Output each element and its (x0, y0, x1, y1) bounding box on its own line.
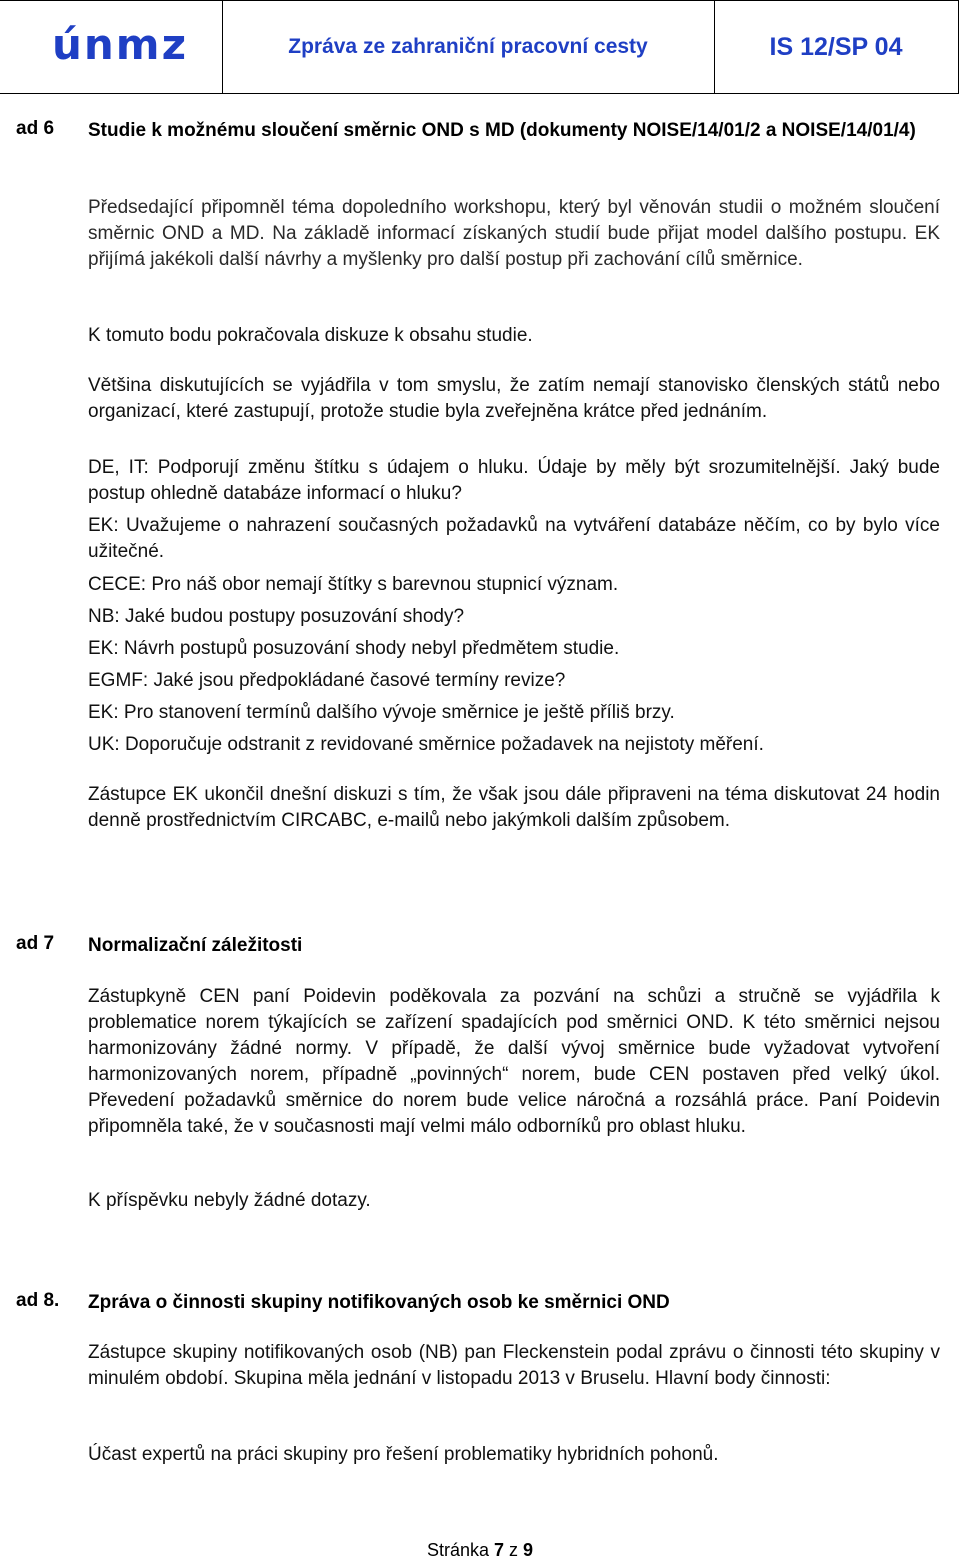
paragraph: Většina diskutujících se vyjádřila v tom smyslu, že zatím nemají stanovisko členských států nebo organizací, které zastupují, protože studie byla zveřejněna krátce před jednáním. (88, 375, 940, 422)
document-id: IS 12/SP 04 (769, 33, 903, 61)
section-number: ad 6 (16, 118, 55, 139)
section-number: ad 7 (16, 933, 55, 954)
section-title: Studie k možnému sloučení směrnic OND s MD (dokumenty NOISE/14/01/2 a NOISE/14/01/4) (88, 120, 916, 141)
page-total: 9 (523, 1540, 534, 1560)
page-header (0, 0, 959, 94)
paragraph: EK: Pro stanovení termínů dalšího vývoje směrnice je ještě příliš brzy. (88, 702, 675, 723)
report-title: Zpráva ze zahraniční pracovní cesty (288, 35, 648, 58)
paragraph: EK: Uvažujeme o nahrazení současných požadavků na vytváření databáze něčím, co by bylo více užitečné. (88, 515, 940, 562)
paragraph: EK: Návrh postupů posuzování shody nebyl předmětem studie. (88, 638, 620, 659)
page-of: z (509, 1540, 519, 1560)
section-title: Normalizační záležitosti (88, 935, 303, 956)
paragraph: K příspěvku nebyly žádné dotazy. (88, 1190, 371, 1211)
paragraph: Předsedající připomněl téma dopoledního workshopu, který byl věnován studii o možném sloučení směrnic OND a MD. Na základě informací získaných studií bude přijat model dalšího postupu. EK přijímá jakékoli další návrhy a myšlenky pro další postup při zachování cílů směrnice. (88, 197, 940, 270)
section-title: Zpráva o činnosti skupiny notifikovaných osob ke směrnici OND (88, 1292, 670, 1313)
paragraph: NB: Jaké budou postupy posuzování shody? (88, 606, 465, 627)
page-footer (0, 1540, 960, 1561)
paragraph: CECE: Pro náš obor nemají štítky s barevnou stupnicí význam. (88, 574, 619, 595)
logo-text: únmz (52, 20, 189, 69)
paragraph: K tomuto bodu pokračovala diskuze k obsahu studie. (88, 325, 533, 346)
paragraph: DE, IT: Podporují změnu štítku s údajem o hluku. Údaje by měly být srozumitelnější. Jaký bude postup ohledně databáze informací o hluku? (88, 457, 940, 504)
paragraph: Zástupce skupiny notifikovaných osob (NB) pan Fleckenstein podal zprávu o činnosti této skupiny v minulém období. Skupina měla jednání v listopadu 2013 v Bruselu. Hlavní body činnosti: (88, 1342, 940, 1389)
paragraph: UK: Doporučuje odstranit z revidované směrnice požadavek na nejistoty měření. (88, 734, 764, 755)
paragraph: Účast expertů na práci skupiny pro řešení problematiky hybridních pohonů. (88, 1444, 719, 1465)
page-current: 7 (494, 1540, 505, 1560)
unmz-logo (52, 19, 188, 77)
section-number: ad 8. (16, 1290, 60, 1311)
paragraph: EGMF: Jaké jsou předpokládané časové termíny revize? (88, 670, 566, 691)
paragraph: Zástupce EK ukončil dnešní diskuzi s tím, že však jsou dále připraveni na téma diskutovat 24 hodin denně prostřednictvím CIRCABC, e-mailů nebo jakýmkoli dalším způsobem. (88, 784, 940, 831)
page-word: Stránka (426, 1540, 489, 1560)
paragraph: Zástupkyně CEN paní Poidevin poděkovala za pozvání na schůzi a stručně se vyjádřila k problematice norem týkajících se zařízení spadajících pod směrnici OND. K této směrnici nejsou harmonizovány žádné normy. V případě, že další vývoj směrnice bude vyžadovat vytvoření harmonizovaných norem, případně „povinných“ norem, bude CEN postaven před velký úkol. Převedení požadavků směrnice do norem bude velice náročná a rozsáhlá práce. Paní Poidevin připomněla také, že v současnosti mají velmi málo odborníků pro oblast hluku. (88, 986, 940, 1137)
